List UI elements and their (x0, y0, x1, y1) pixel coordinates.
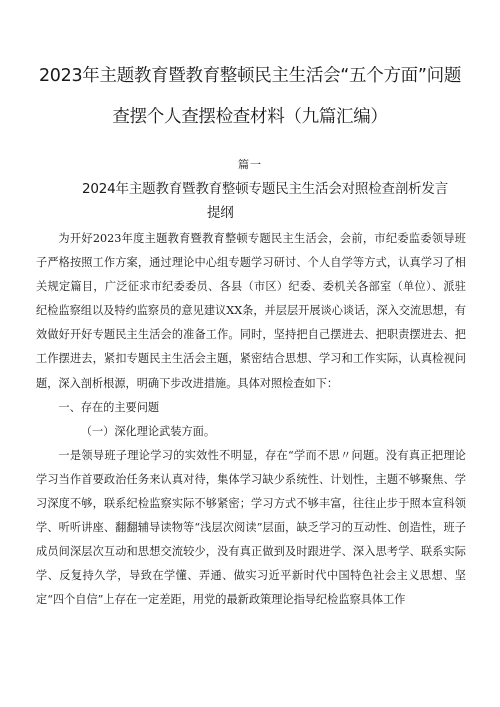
document-body (36, 227, 466, 613)
document-title-line-2: 查摆个人查摆检查材料（九篇汇编） (112, 107, 388, 127)
document-title-line-1: 2023年主题教育暨教育整顿民主生活会“五个方面”问题 (38, 66, 462, 86)
subtitle-line-2: 提纲 (207, 205, 234, 221)
body-paragraph: 一是领导班子理论学习的实效性不明显，存在“学而不思〃问题。没有真正把理论学习当作首要政治任务来认真对待，集体学习缺少系统性、计划性，主题不够聚焦、学习深度不够，联系纪检监察实际不够紧密；学习方式不够丰富，往往止步于照本宣科领学、听听讲座、翻翻辅导读物等“浅层次阅读”层面，缺乏学习的互动性、创造性，班子成员间深层次互动和思想交流较少，没有真正做到及时跟进学、深入思考学、联系实际学、反复持久学，导致在学懂、弄通、做实习近平新时代中国特色社会主义思想、坚定“四个自信”上存在一定差距，用党的最新政策理论指导纪检监察具体工作 (36, 448, 466, 607)
subsection-heading: （一）深化理论武装方面。 (80, 424, 216, 438)
intro-paragraph: 为开好2023年度主题教育暨教育整顿专题民主生活会，会前，市纪委监委领导班子严格按照工作方案，通过理论中心组专题学习研讨、个人自学等方式，认真学习了相关规定篇目，广泛征求市纪委委员、各县（市区）纪委、委机关各部室（单位）、派驻纪检监察组以及特约监察员的意见建议XX条，并层层开展谈心谈话，深入交流思想，有效做好开好专题民主生活会的准备工作。同时，坚持把自己摆进去、把职责摆进去、把工作摆进去，紧扣专题民主生活会主题，紧密结合思想、学习和工作实际，认真检视问题，深入剖析根源，明确下步改进措施。具体对照检查如下： (36, 232, 466, 390)
section-heading: 一、存在的主要问题 (58, 400, 160, 414)
subtitle-line-1: 2024年主题教育暨教育整顿专题民主生活会对照检查剖析发言 (81, 181, 449, 197)
section-mark: 篇一 (238, 158, 262, 171)
